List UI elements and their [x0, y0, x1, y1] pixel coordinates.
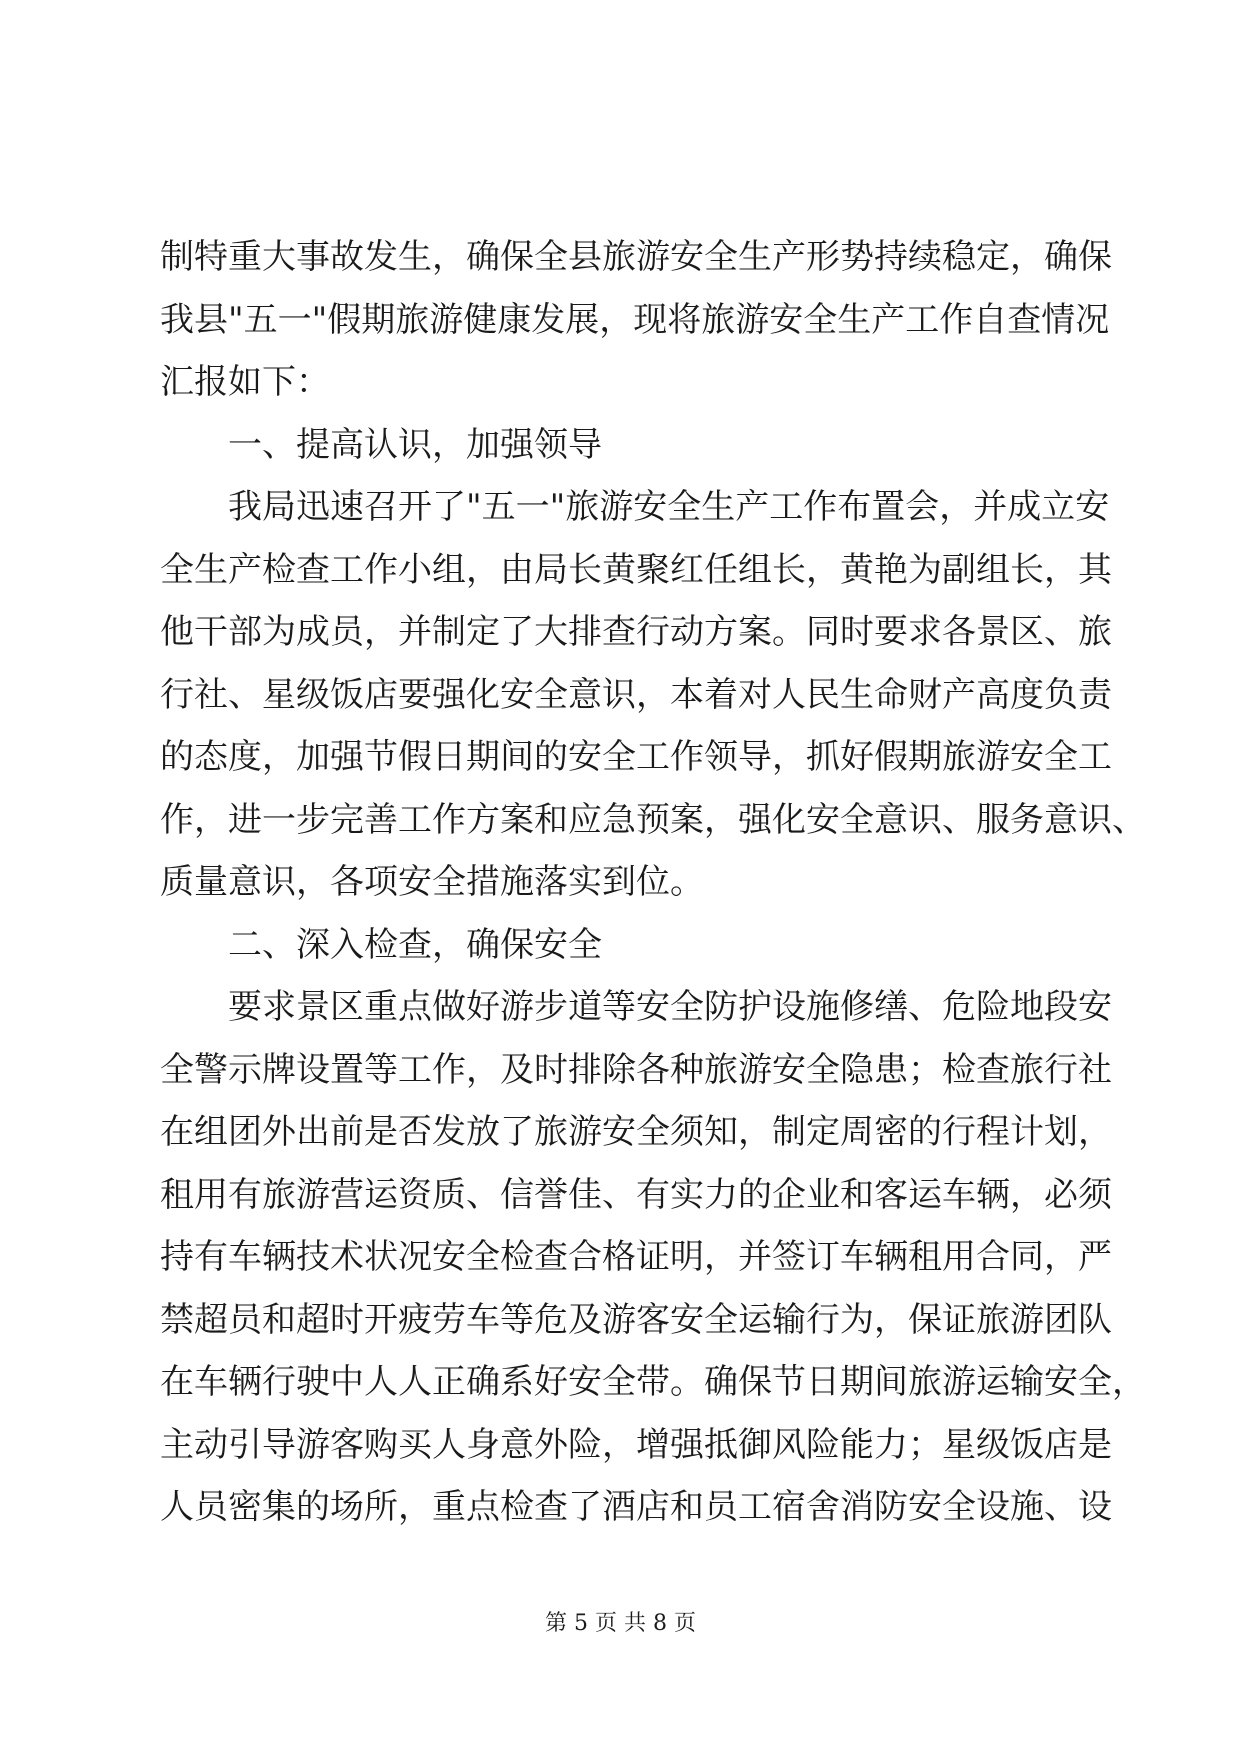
text-line: 全警示牌设置等工作，及时排除各种旅游安全隐患；检查旅行社 — [160, 1049, 1112, 1090]
text-line: 全生产检查工作小组，由局长黄聚红任组长，黄艳为副组长，其 — [160, 549, 1112, 590]
text-line: 主动引导游客购买人身意外险，增强抵御风险能力；星级饭店是 — [160, 1424, 1112, 1465]
section-heading: 二、深入检查，确保安全 — [228, 924, 602, 965]
text-line: 质量意识，各项安全措施落实到位。 — [160, 862, 704, 902]
text-line: 他干部为成员，并制定了大排查行动方案。同时要求各景区、旅 — [160, 612, 1112, 652]
text-line: 在组团外出前是否发放了旅游安全须知，制定周密的行程计划， — [160, 1112, 1112, 1152]
text-line: 作，进一步完善工作方案和应急预案，强化安全意识、服务意识、 — [160, 799, 1146, 840]
page-number-footer: 第 5 页 共 8 页 — [545, 1611, 696, 1636]
text-line: 我县"五一"假期旅游健康发展，现将旅游安全生产工作自查情况 — [160, 299, 1110, 340]
text-line: 在车辆行驶中人人正确系好安全带。确保节日期间旅游运输安全， — [160, 1362, 1146, 1402]
text-line: 禁超员和超时开疲劳车等危及游客安全运输行为，保证旅游团队 — [160, 1299, 1112, 1340]
text-line: 人员密集的场所，重点检查了酒店和员工宿舍消防安全设施、设 — [160, 1487, 1112, 1527]
section-heading: 一、提高认识，加强领导 — [228, 424, 602, 465]
text-line: 要求景区重点做好游步道等安全防护设施修缮、危险地段安 — [228, 987, 1112, 1027]
text-line: 汇报如下： — [160, 362, 330, 402]
text-line: 我局迅速召开了"五一"旅游安全生产工作布置会，并成立安 — [228, 487, 1110, 527]
document-body — [160, 226, 1146, 1539]
text-line: 的态度，加强节假日期间的安全工作领导，抓好假期旅游安全工 — [160, 737, 1112, 777]
text-line: 持有车辆技术状况安全检查合格证明，并签订车辆租用合同，严 — [160, 1237, 1112, 1277]
text-line: 制特重大事故发生，确保全县旅游安全生产形势持续稳定，确保 — [160, 237, 1112, 277]
text-line: 租用有旅游营运资质、信誉佳、有实力的企业和客运车辆，必须 — [160, 1174, 1112, 1215]
text-line: 行社、星级饭店要强化安全意识，本着对人民生命财产高度负责 — [160, 674, 1112, 715]
